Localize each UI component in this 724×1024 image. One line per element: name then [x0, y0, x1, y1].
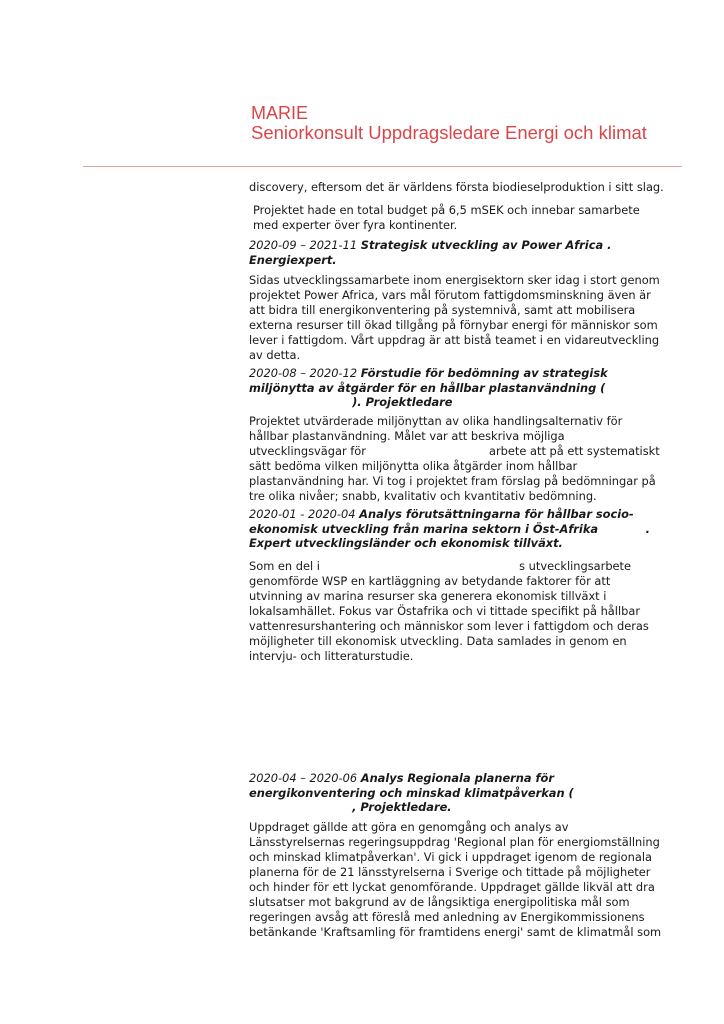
project-title: Förstudie för bedömning av strategisk [360, 366, 608, 380]
paragraph-line: Projektet utvärderade miljönyttan av olika handlingsalternativ för [249, 414, 623, 428]
paragraph-line: utvinning av marina resurser ska generera ekonomisk tillväxt i [249, 589, 607, 603]
paragraph-line: Länsstyrelsernas regeringsuppdrag 'Regional plan för energiomställning [249, 835, 660, 849]
project-description [249, 414, 689, 504]
paragraph-line: plastanvändning har. Vi tog i projektet fram förslag på bedömningar på [249, 474, 656, 488]
paragraph-line: Sidas utvecklingssamarbete inom energisektorn sker idag i stort genom [249, 273, 660, 287]
paragraph-line: Uppdraget gällde att göra en genomgång och analys av [249, 820, 569, 834]
paragraph-line: sätt bedöma vilken miljönytta olika åtgärder inom hållbar [249, 459, 578, 473]
paragraph-line: genomförde WSP en kartläggning av betydande faktorer för att [249, 574, 611, 588]
project-date-range: 2020-08 – 2020-12 [249, 366, 361, 380]
project-title-line: , Projektledare. [249, 800, 452, 814]
paragraph-line: att bidra till energikonventering på systemnivå, samt att mobilisera [249, 303, 636, 317]
paragraph-line: tre olika nivåer; snabb, kvalitativ och kvantitativ bedömning. [249, 489, 597, 503]
budget-paragraph [249, 203, 693, 233]
paragraph-line: och hinder för ett lyckat genomförande. Uppdraget gällde likväl att dra [249, 880, 655, 894]
cv-person-name: MARIE [251, 103, 309, 123]
project-heading [249, 238, 689, 267]
project-title-line: Energiexpert. [249, 252, 337, 267]
paragraph-line: projektet Power Africa, vars mål förutom fattigdomsminskning även är [249, 288, 651, 302]
continued-paragraph [249, 180, 689, 195]
project-title-line: ekonomisk utveckling från marina sektorn i Öst-Afrika . [249, 521, 651, 536]
paragraph-line: hållbar plastanvändning. Målet var att beskriva möjliga [249, 429, 565, 443]
paragraph-line: betänkande 'Kraftsamling för framtidens energi' samt de klimatmål som [249, 925, 662, 939]
project-title-line: miljönytta av åtgärder för en hållbar plastanvändning ( [249, 380, 606, 395]
paragraph-line: av detta. [249, 348, 301, 362]
project-title-line: ). Projektledare [249, 395, 453, 409]
project-title: Strategisk utveckling av Power Africa . [360, 238, 612, 252]
project-description [249, 273, 689, 363]
project-heading [249, 771, 689, 815]
paragraph-line: slutsatser mot bakgrund av de långsiktiga energipolitiska mål som [249, 895, 630, 909]
paragraph-line: Som en del i s utvecklingsarbete [249, 559, 632, 573]
project-description [249, 820, 689, 940]
cv-person-role: Seniorkonsult Uppdragsledare Energi och klimat [251, 122, 647, 143]
paragraph-line: vattenresurshantering och människor som lever i fattigdom och deras [249, 619, 649, 633]
paragraph-line: utvecklingsvägar för arbete att på ett systematiskt [249, 444, 660, 458]
project-title: Analys förutsättningarna för hållbar socio- [359, 507, 634, 521]
paragraph-line: discovery, eftersom det är världens första biodieselproduktion i sitt slag. [249, 180, 664, 194]
paragraph-line: regeringen avsåg att föreslå med anledning av Energikommissionens [249, 910, 645, 924]
paragraph-line: lever i fattigdom. Vårt uppdrag är att bistå teamet i en vidareutveckling [249, 333, 660, 347]
paragraph-line: Projektet hade en total budget på 6,5 mSEK och innebar samarbete [253, 203, 640, 217]
paragraph-line: lokalsamhället. Fokus var Östafrika och vi tittade specifikt på hållbar [249, 604, 641, 618]
project-date-range: 2020-01 - 2020-04 [249, 507, 360, 521]
project-description [249, 559, 689, 664]
header-divider [83, 166, 682, 167]
project-title: Analys Regionala planerna för [360, 771, 554, 785]
paragraph-line: intervju- och litteraturstudie. [249, 649, 414, 663]
project-heading [249, 507, 689, 551]
project-title-line: Expert utvecklingsländer och ekonomisk tillväxt. [249, 536, 563, 550]
paragraph-line: externa resurser till ökad tillgång på förnybar energi för människor som [249, 318, 658, 332]
paragraph-line: möjligheter till ekonomisk utveckling. Data samlades in genom en [249, 634, 627, 648]
paragraph-line: och minskad klimatpåverkan'. Vi gick i uppdraget igenom de regionala [249, 850, 652, 864]
paragraph-line: planerna för de 21 länsstyrelserna i Sverige och tittade på möjligheter [249, 865, 651, 879]
project-date-range: 2020-04 – 2020-06 [249, 771, 361, 785]
paragraph-line: med experter över fyra kontinenter. [253, 218, 458, 232]
project-title-line: energikonventering och minskad klimatpåverkan ( [249, 785, 574, 800]
project-heading [249, 366, 689, 410]
project-date-range: 2020-09 – 2021-11 [249, 238, 361, 252]
